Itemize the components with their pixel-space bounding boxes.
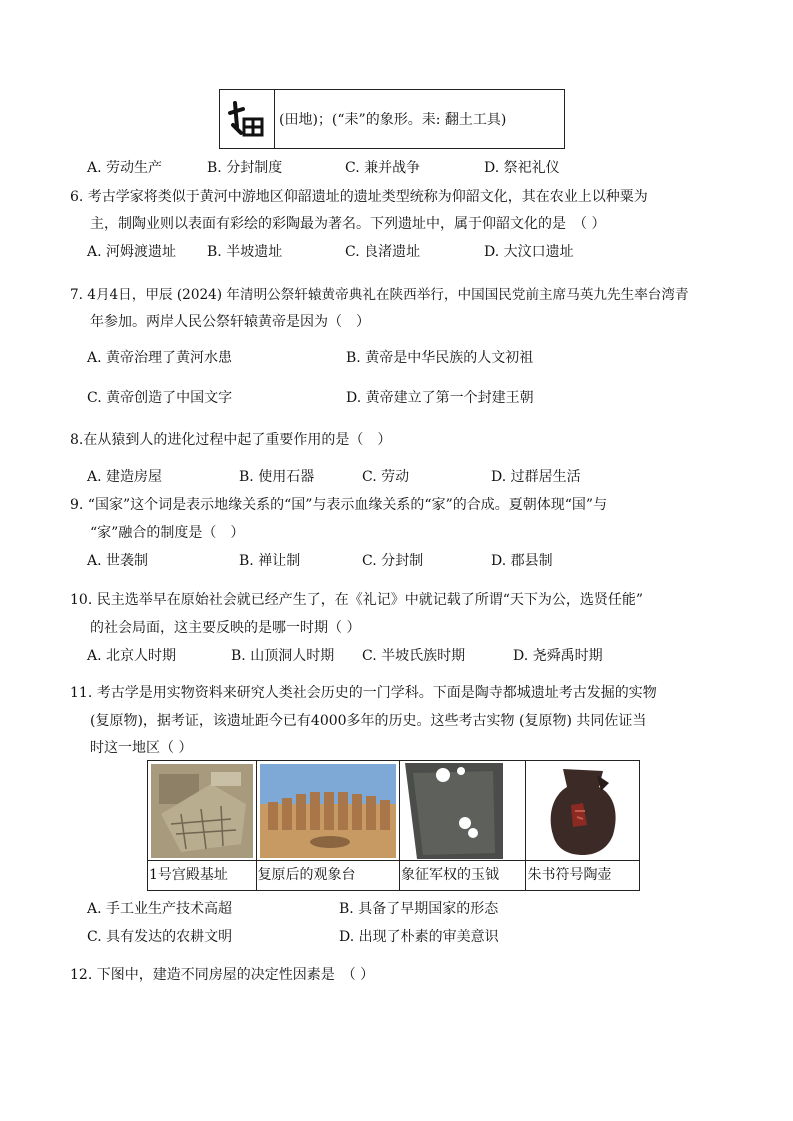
jade-axe-image (400, 761, 525, 861)
q6-option-a: A. 河姆渡遗址 (87, 244, 177, 260)
q11-col-jade-axe (400, 761, 526, 890)
oracle-glyph-icon (227, 97, 267, 141)
caption-palace: 1号宫殿基址 (149, 867, 228, 883)
q10-line1: 10. 民主选举早在原始社会就已经产生了，在《礼记》中就记载了所谓“天下为公，选贤任能” (70, 592, 644, 608)
q6-line2: 主，制陶业则以表面有彩绘的彩陶最为著名。下列遗址中，属于仰韶文化的是 （ ） (90, 216, 606, 232)
q10-option-a: A. 北京人时期 (87, 648, 177, 664)
q11-option-d: D. 出现了朴素的审美意识 (339, 929, 499, 945)
q7-option-c: C. 黄帝创造了中国文字 (87, 390, 233, 406)
q8-option-a: A. 建造房屋 (87, 469, 163, 485)
q10-line2: 的社会局面，这主要反映的是哪一时期（ ） (90, 620, 361, 636)
q9-option-a: A. 世袭制 (87, 553, 149, 569)
q7-line1: 7. 4月4日，甲辰 (2024) 年清明公祭轩辕黄帝典礼在陕西举行，中国国民党前主席马英九先生率台湾青 (70, 287, 689, 303)
q9-option-d: D. 郡县制 (491, 553, 553, 569)
glyph-image-cell (220, 90, 275, 148)
q7-line2: 年参加。两岸人民公祭轩辕黄帝是因为（ ） (90, 314, 370, 330)
q10-option-b: B. 山顶洞人时期 (231, 648, 335, 664)
caption-jade-axe: 象征军权的玉钺 (400, 867, 499, 883)
q7-option-b: B. 黄帝是中华民族的人文初祖 (346, 350, 534, 366)
q9-line2: “家”融合的制度是（ ） (90, 525, 245, 541)
q8-option-b: B. 使用石器 (239, 469, 315, 485)
q6-option-c: C. 良渚遗址 (345, 244, 421, 260)
q10-option-d: D. 尧舜禹时期 (513, 648, 603, 664)
q11-option-c: C. 具有发达的农耕文明 (87, 929, 233, 945)
q11-option-b: B. 具备了早期国家的形态 (339, 901, 499, 917)
q9-option-c: C. 分封制 (362, 553, 424, 569)
pottery-pot-image (526, 761, 639, 861)
glyph-description: (田地)；(“耒”的象形。耒: 翻土工具) (279, 112, 507, 128)
caption-pot: 朱书符号陶壶 (527, 867, 612, 883)
q6-option-b: B. 半坡遗址 (207, 244, 283, 260)
q11-option-a: A. 手工业生产技术高超 (87, 901, 233, 917)
q9-option-b: B. 禅让制 (239, 553, 301, 569)
q6-option-d: D. 大汶口遗址 (484, 244, 574, 260)
q11-col-palace (148, 761, 257, 890)
palace-site-image (148, 761, 256, 861)
q11-line1: 11. 考古学是用实物资料来研究人类社会历史的一门学科。下面是陶寺都城遗址考古发掘的实物 (70, 685, 657, 701)
q7-option-d: D. 黄帝建立了第一个封建王朝 (346, 390, 534, 406)
q10-option-c: C. 半坡氏族时期 (362, 648, 466, 664)
q6-line1: 6. 考古学家将类似于黄河中游地区仰韶遗址的遗址类型统称为仰韶文化，其在农业上以种粟为 (70, 189, 648, 205)
q5-option-c: C. 兼并战争 (345, 160, 421, 176)
glyph-table (219, 89, 565, 149)
observatory-image (257, 761, 399, 861)
q5-option-a: A. 劳动生产 (87, 160, 163, 176)
q5-option-b: B. 分封制度 (207, 160, 283, 176)
q11-line3: 时这一地区（ ） (90, 740, 193, 756)
q11-col-pot (526, 761, 639, 890)
q5-option-d: D. 祭祀礼仪 (484, 160, 560, 176)
q8-option-d: D. 过群居生活 (491, 469, 581, 485)
q8-option-c: C. 劳动 (362, 469, 410, 485)
q9-line1: 9. “国家”这个词是表示地缘关系的“国”与表示血缘关系的“家”的合成。夏朝体现“国”与 (70, 497, 608, 513)
q12-line1: 12. 下图中，建造不同房屋的决定性因素是 （ ） (70, 967, 375, 983)
q7-option-a: A. 黄帝治理了黄河水患 (87, 350, 233, 366)
q8-line1: 8.在从猿到人的进化过程中起了重要作用的是（ ） (70, 432, 392, 448)
caption-observatory: 复原后的观象台 (257, 867, 356, 883)
q11-image-table (147, 760, 640, 891)
q11-col-observatory (257, 761, 400, 890)
q11-line2: (复原物)，据考证，该遗址距今已有4000多年的历史。这些考古实物 (复原物) 共同佐证当 (90, 713, 647, 729)
